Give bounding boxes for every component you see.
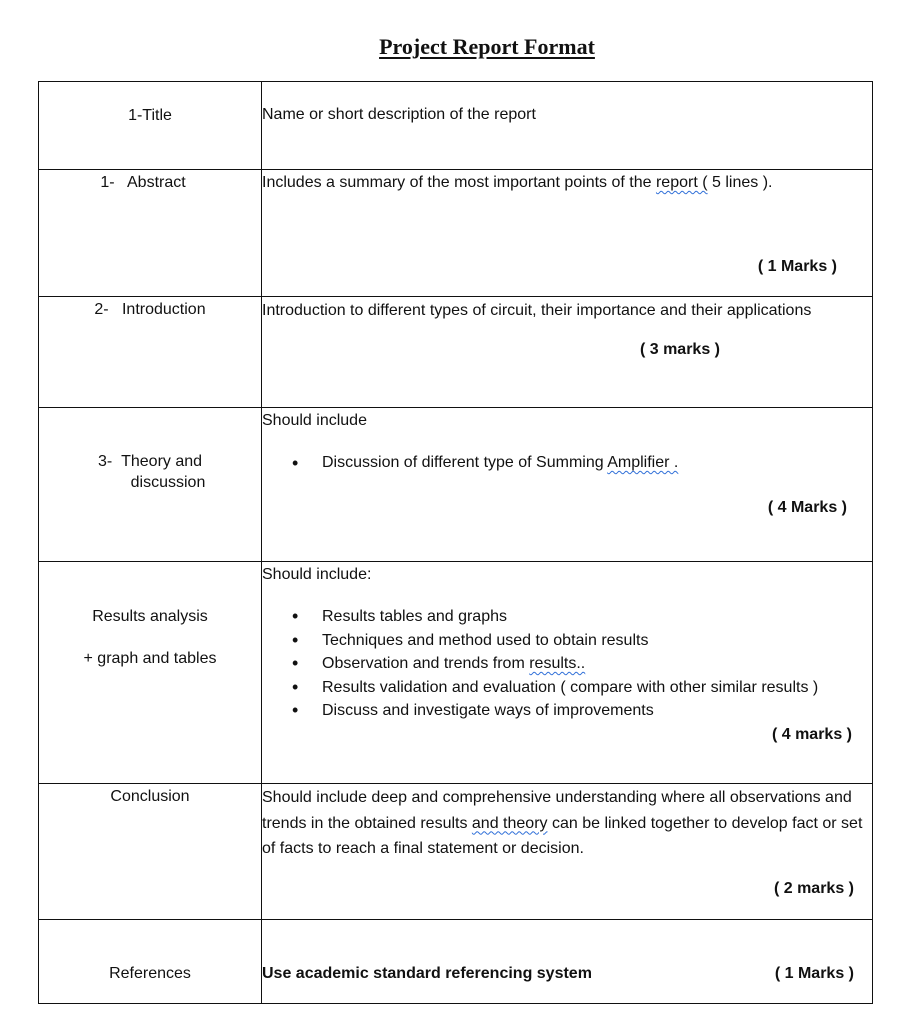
results-bullet-underlined: results.. xyxy=(529,655,586,672)
row-content-cell xyxy=(262,562,873,784)
references-text: Use academic standard referencing system xyxy=(262,965,592,982)
table-row-conclusion xyxy=(39,784,873,920)
row-label-abstract xyxy=(25,170,261,195)
list-item: • Results tables and graphs xyxy=(262,605,872,629)
results-bullet-text: Observation and trends from xyxy=(322,655,530,672)
table-row-introduction xyxy=(39,297,873,408)
abstract-text-main: Includes a summary of the most important points of the xyxy=(262,174,656,191)
theory-bullet-text: Discussion of different type of Summing xyxy=(322,454,608,471)
row-label-text: Abstract xyxy=(127,174,186,191)
row-content-cell xyxy=(262,920,873,1004)
list-item xyxy=(262,652,872,676)
abstract-marks: ( 1 Marks ) xyxy=(757,258,837,275)
theory-bullet-list xyxy=(262,451,872,475)
row-label-text: Theory and xyxy=(121,453,203,470)
abstract-text-tail: 5 lines ). xyxy=(712,174,773,191)
row-label-cell xyxy=(39,562,262,784)
row-number: 3- xyxy=(97,453,113,470)
conclusion-text xyxy=(262,784,872,862)
conclusion-marks: ( 2 marks ) xyxy=(773,879,854,897)
list-item: • Results validation and evaluation ( compare with other similar results ) xyxy=(262,676,872,700)
row-content-cell xyxy=(262,82,873,170)
conclusion-text-tail: can be linked together to develop fact or set of facts to reach a final statement or decision. xyxy=(262,814,863,857)
row-label-cell xyxy=(39,408,262,562)
results-marks: ( 4 marks ) xyxy=(771,725,852,743)
table-row-references xyxy=(39,920,873,1004)
conclusion-text-main: Should include deep and comprehensive understanding where all observations and trends in the obtained results xyxy=(262,789,852,832)
references-line xyxy=(262,962,872,1003)
list-item xyxy=(262,451,872,475)
row-label-cell xyxy=(39,82,262,170)
row-content-cell xyxy=(262,170,873,297)
table-row-abstract xyxy=(39,170,873,297)
row-label-theory xyxy=(39,408,261,493)
introduction-text: Introduction to different types of circuit, their importance and their applications xyxy=(262,302,812,319)
introduction-marks: ( 3 marks ) xyxy=(639,341,720,358)
page-title: Project Report Format xyxy=(379,34,595,59)
row-label-results-line2: + graph and tables xyxy=(83,650,217,667)
row-label-cell xyxy=(39,297,262,408)
table-row-results xyxy=(39,562,873,784)
report-format-table xyxy=(38,81,873,1004)
row-label-cell xyxy=(39,784,262,920)
row-label-results: Results analysis xyxy=(92,608,208,625)
results-intro: Should include: xyxy=(262,566,372,583)
list-item: • Discuss and investigate ways of improvements xyxy=(262,699,872,723)
abstract-text xyxy=(262,170,872,195)
row-label-text-line2: discussion xyxy=(130,474,206,491)
row-label-introduction xyxy=(39,297,261,322)
theory-marks: ( 4 Marks ) xyxy=(767,499,847,516)
row-content-cell xyxy=(262,408,873,562)
table-row-theory xyxy=(39,408,873,562)
row-content-cell xyxy=(262,784,873,920)
row-label-text: Introduction xyxy=(121,301,206,318)
abstract-text-underlined: report ( xyxy=(655,174,708,191)
list-item: • Techniques and method used to obtain results xyxy=(262,629,872,653)
references-marks: ( 1 Marks ) xyxy=(774,965,854,982)
row-label-references: References xyxy=(109,965,191,982)
row-label-cell xyxy=(39,170,262,297)
theory-intro: Should include xyxy=(262,412,367,429)
results-bullet-list xyxy=(262,605,872,723)
row-number: 1- xyxy=(100,174,115,191)
row-label-conclusion: Conclusion xyxy=(110,788,190,805)
row-label-title: 1-Title xyxy=(128,107,172,124)
table-row-title xyxy=(39,82,873,170)
row-number: 2- xyxy=(94,301,109,318)
conclusion-text-underlined: and theory xyxy=(471,814,548,832)
title-description: Name or short description of the report xyxy=(262,106,536,123)
row-label-cell xyxy=(39,920,262,1004)
theory-bullet-underlined: Amplifier . xyxy=(607,454,679,471)
row-content-cell xyxy=(262,297,873,408)
